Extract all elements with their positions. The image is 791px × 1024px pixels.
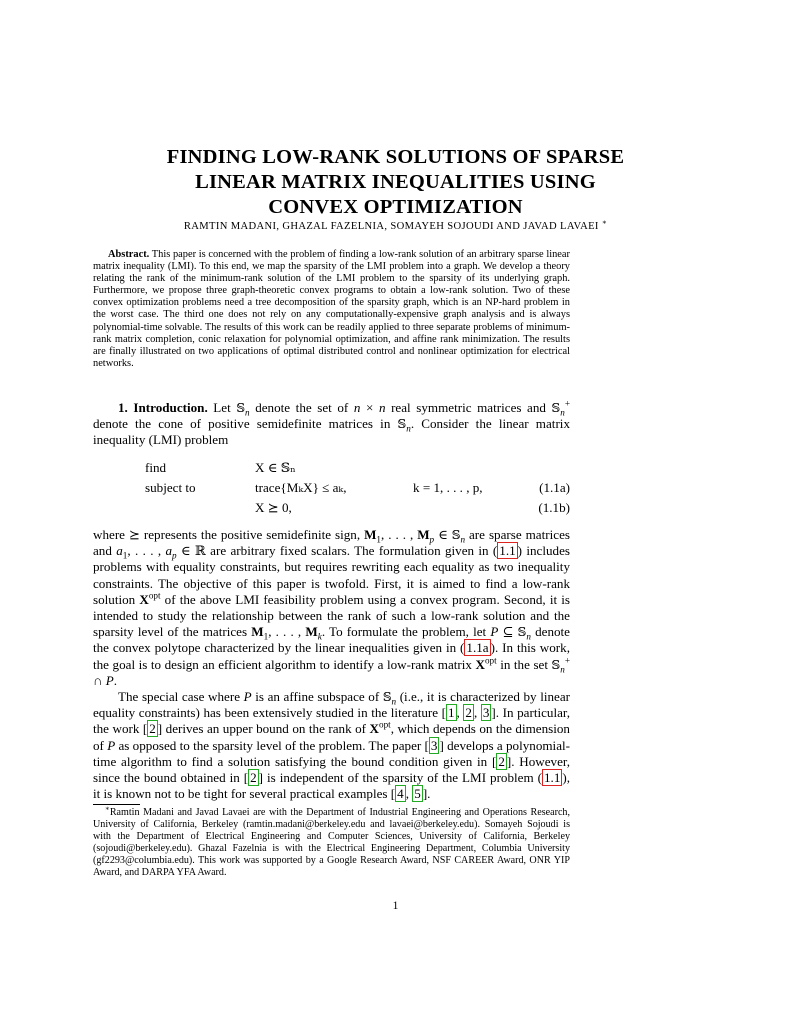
intro-paragraph-3: The special case where P is an affine subspace of 𝕊$_n$ (i.e., it is characterized by linear equality constraints) has been extensively studied in the literature [ 1 , 2 , 3 ]. In particular, the work [ 2 ] derives an upper bound on the rank of $X^{opt}$, which depends on the dimension of P as opposed to the sparsity level of the problem. The paper [ 3 ] develops a polynomial-time algorithm to find a solution satisfying the bound condition given in [ 2 ]. However, since the bound obtained in [ 2 ] is independent of the sparsity of the LMI problem ( 1.1 ), it is known not to be tight for several practical examples [ 4 , 5 ].	[93, 689, 571, 802]
citation-4[interactable]: 4	[397, 786, 404, 802]
title-line-3: CONVEX OPTIMIZATION	[268, 196, 523, 218]
eq-ref-1-1[interactable]: 1.1	[499, 543, 516, 559]
citation-2d[interactable]: 2	[250, 770, 257, 786]
footnote-text: Ramtin Madani and Javad Lavaei are with the Department of Industrial Engineering and Operations Research, University of California, Berkeley (ramtin.madani@berkeley.edu and lavaei@berkeley.edu). Somayeh Sojoudi is with the Department of Electrical Engineering and Computer Sciences, University of California, Berkeley (sojoudi@berkeley.edu). Ghazal Fazelnia is with the Electrical Engineering Department, Columbia University (gf2293@columbia.edu). This work was supported by a Google Research Award, NSF CAREER Award, ONR YIP Award, and DARPA YFA Award.	[93, 807, 570, 879]
introduction-continued	[93, 527, 570, 802]
citation-3[interactable]: 3	[482, 705, 490, 721]
citation-3b[interactable]: 3	[430, 737, 438, 753]
footnote-mark: ∗	[105, 804, 110, 813]
eq-number-1-1a: (1.1a)	[539, 480, 570, 495]
author-footnote-mark: ∗	[601, 217, 608, 227]
eq-ref-1-1a[interactable]: 1.1a	[466, 640, 489, 656]
abstract-text: This paper is concerned with the problem of finding a low-rank solution of an arbitrary sparse linear matrix inequality (LMI). To this end, we map the sparsity of the LMI problem into a graph. We develop a theory relating the rank of the minimum-rank solution of the LMI problem to the sparsity of its underlying graph. Furthermore, we propose three graph-theoretic convex programs to obtain a low-rank solution. Two of these convex optimization problems need a tree decomposition of the sparsity graph, which is an NP-hard problem in the worst case. The third one does not rely on any computationally-expensive graph analysis and is always polynomial-time solvable. The results of this work can be readily applied to three separate problems of minimum-rank matrix completion, conic relaxation for polynomial optimization, and affine rank minimization. The results are finally illustrated on two applications of optimal distributed control and nonlinear optimization for electrical networks.	[93, 249, 570, 369]
eq-label-subject-to: subject to	[145, 480, 196, 495]
eq-expr-3: X ⪰ 0,	[255, 500, 292, 515]
title-line-1: FINDING LOW-RANK SOLUTIONS OF SPARSE	[166, 146, 625, 168]
paper-title	[60, 145, 731, 220]
citation-1[interactable]: 1	[448, 705, 455, 721]
author-list	[60, 217, 731, 232]
footnote	[93, 804, 570, 880]
introduction-section	[93, 400, 570, 449]
citation-2b[interactable]: 2	[149, 721, 156, 737]
eq-expr-1: X ∈ 𝕊ₙ	[255, 460, 296, 475]
section-heading: 1. Introduction.	[118, 400, 208, 415]
abstract-label: Abstract.	[108, 249, 150, 260]
title-line-2: LINEAR MATRIX INEQUALITIES USING	[195, 171, 596, 193]
eq-cond-2: k = 1, . . . , p,	[413, 480, 483, 495]
citation-2[interactable]: 2	[465, 705, 472, 721]
abstract	[93, 249, 570, 370]
eq-expr-2: trace{MₖX} ≤ aₖ,	[255, 480, 347, 495]
eq-label-find: find	[145, 460, 167, 475]
intro-paragraph-2: where ⪰ represents the positive semidefinite sign, $M_1$, . . . , $M_p$ ∈ 𝕊$_n$ are sparse matrices and $a_1$, . . . , $a_p$ ∈ ℝ are arbitrary fixed scalars. The formulation given in ( 1.1 ) includes problems with equality constraints, but requires rewriting each equality as two inequality constraints. The objective of this paper is twofold. First, it is aimed to find a low-rank solution $X^{opt}$ of the above LMI feasibility problem using a convex program. Second, it is intended to study the relationship between the rank of such a low-rank solution and the sparsity level of the matrices $M_1$, . . . , $M_k$. To formulate the problem, let P ⊆ 𝕊$_n$ denote the convex polytope characterized by the linear inequalities given in ( 1.1a ). In this work, the goal is to design an efficient algorithm to identify a low-rank matrix $X^{opt}$ in the set 𝕊$_n$+ ∩ P.	[93, 527, 571, 688]
footnote-rule	[93, 804, 140, 805]
lmi-problem-equation	[93, 458, 570, 518]
eq-number-1-1b: (1.1b)	[538, 500, 570, 515]
eq-ref-1-1b[interactable]: 1.1	[544, 770, 561, 786]
author-names: RAMTIN MADANI, GHAZAL FAZELNIA, SOMAYEH SOJOUDI AND JAVAD LAVAEI	[183, 221, 599, 232]
citation-5[interactable]: 5	[414, 786, 421, 802]
page-number: 1	[392, 900, 399, 912]
citation-2c[interactable]: 2	[498, 753, 505, 769]
intro-paragraph-1: 1. Introduction. Let 𝕊$_n$ denote the set of n × n real symmetric matrices and 𝕊$_n$+ denote the cone of positive semidefinite matrices in 𝕊$_n$. Consider the linear matrix inequality (LMI) problem	[93, 398, 570, 448]
